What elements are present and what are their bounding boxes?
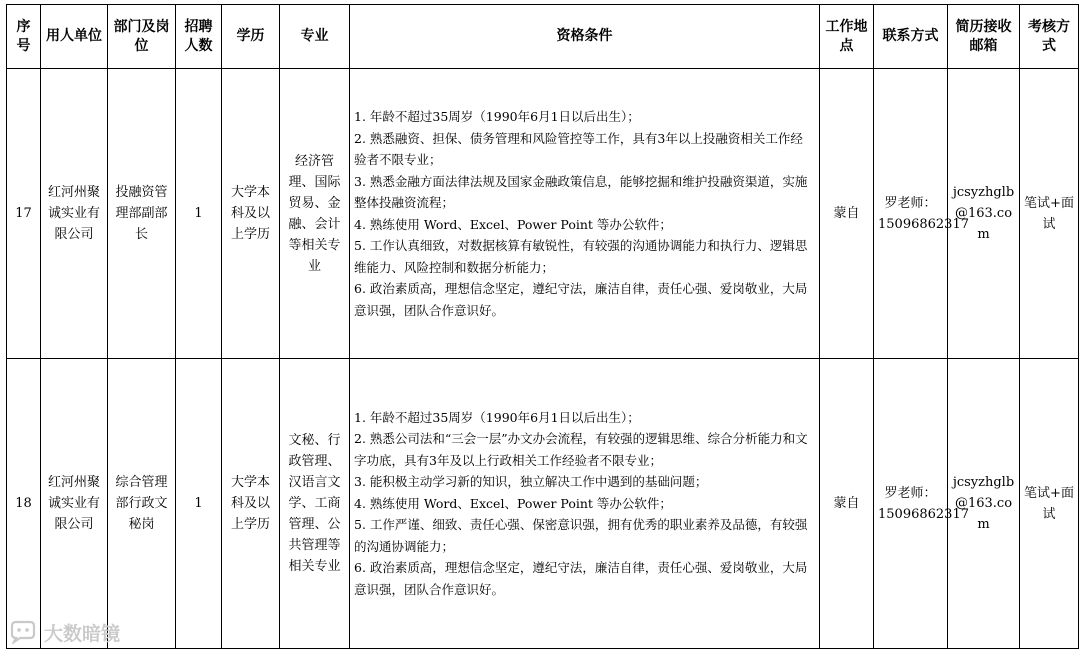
row-major: 经济管理、国际贸易、金融、会计等相关专业 [280,69,350,359]
row-contact: 罗老师：15096862317 [874,359,948,649]
row-employer: 红河州聚诚实业有限公司 [41,359,108,649]
row-email[interactable]: jcsyzhglb@163.com [948,359,1020,649]
header-education: 学历 [222,5,280,69]
row-education: 大学本科及以上学历 [222,69,280,359]
table-header-row [7,5,1079,69]
qualification-item: 1. 年龄不超过35周岁（1990年6月1日以后出生）； [354,409,640,425]
row-headcount: 1 [176,359,222,649]
header-no: 序号 [7,5,41,69]
header-qualifications: 资格条件 [350,5,820,69]
qualification-item: 1. 年龄不超过35周岁（1990年6月1日以后出生）； [354,109,640,124]
row-no: 18 [7,359,41,649]
qualification-item: 6. 政治素质高，理想信念坚定，遵纪守法，廉洁自律，责任心强、爱岗敬业，大局意识强，团队合作意识好。 [354,281,808,318]
row-contact: 罗老师：15096862317 [874,69,948,359]
row-no: 17 [7,69,41,359]
header-headcount: 招聘人数 [176,5,222,69]
watermark-text: 大数暗镜 [44,622,121,645]
qualification-item: 3. 熟悉金融方面法律法规及国家金融政策信息，能够挖掘和维护投融资渠道，实施整体投融资流程； [354,173,808,210]
header-location: 工作地点 [820,5,874,69]
row-education: 大学本科及以上学历 [222,359,280,649]
header-major: 专业 [280,5,350,69]
row-major: 文秘、行政管理、汉语言文学、工商管理、公共管理等相关专业 [280,359,350,649]
header-assessment: 考核方式 [1020,5,1079,69]
row-location: 蒙自 [820,69,874,359]
qualification-item: 4. 熟练使用 Word、Excel、Power Point 等办公软件； [354,216,672,232]
row-employer: 红河州聚诚实业有限公司 [41,69,108,359]
recruitment-table [6,4,1079,649]
row-qualifications [350,69,820,359]
row-location: 蒙自 [820,359,874,649]
row-email[interactable]: jcsyzhglb@163.com [948,69,1020,359]
header-contact: 联系方式 [874,5,948,69]
row-headcount: 1 [176,69,222,359]
row-position: 综合管理部行政文秘岗 [108,359,176,649]
qualification-item: 2. 熟悉融资、担保、债务管理和风险管控等工作，具有3年以上投融资相关工作经验者不限专业； [354,130,803,167]
table-row [7,359,1079,649]
header-position: 部门及岗位 [108,5,176,69]
row-assessment: 笔试+面试 [1020,359,1079,649]
qualification-item: 5. 工作认真细致，对数据核算有敏锐性，有较强的沟通协调能力和执行力、逻辑思维能力、风险控制和数据分析能力； [354,238,808,275]
row-assessment: 笔试+面试 [1020,69,1079,359]
header-employer: 用人单位 [41,5,108,69]
row-position: 投融资管理部副部长 [108,69,176,359]
qualification-item: 5. 工作严谨、细致、责任心强、保密意识强，拥有优秀的职业素养及品德，有较强的沟通协调能力； [354,517,808,554]
qualification-item: 2. 熟悉公司法和“三会一层”办文办会流程，有较强的逻辑思维、综合分析能力和文字功底，具有3年及以上行政相关工作经验者不限专业； [354,431,808,468]
row-qualifications [350,359,820,649]
qualification-item: 4. 熟练使用 Word、Excel、Power Point 等办公软件； [354,495,672,511]
qualification-item: 6. 政治素质高，理想信念坚定，遵纪守法，廉洁自律，责任心强、爱岗敬业，大局意识强，团队合作意识好。 [354,560,808,597]
qualification-item: 3. 能积极主动学习新的知识，独立解决工作中遇到的基础问题； [354,474,708,490]
header-email: 简历接收邮箱 [948,5,1020,69]
table-row [7,69,1079,359]
